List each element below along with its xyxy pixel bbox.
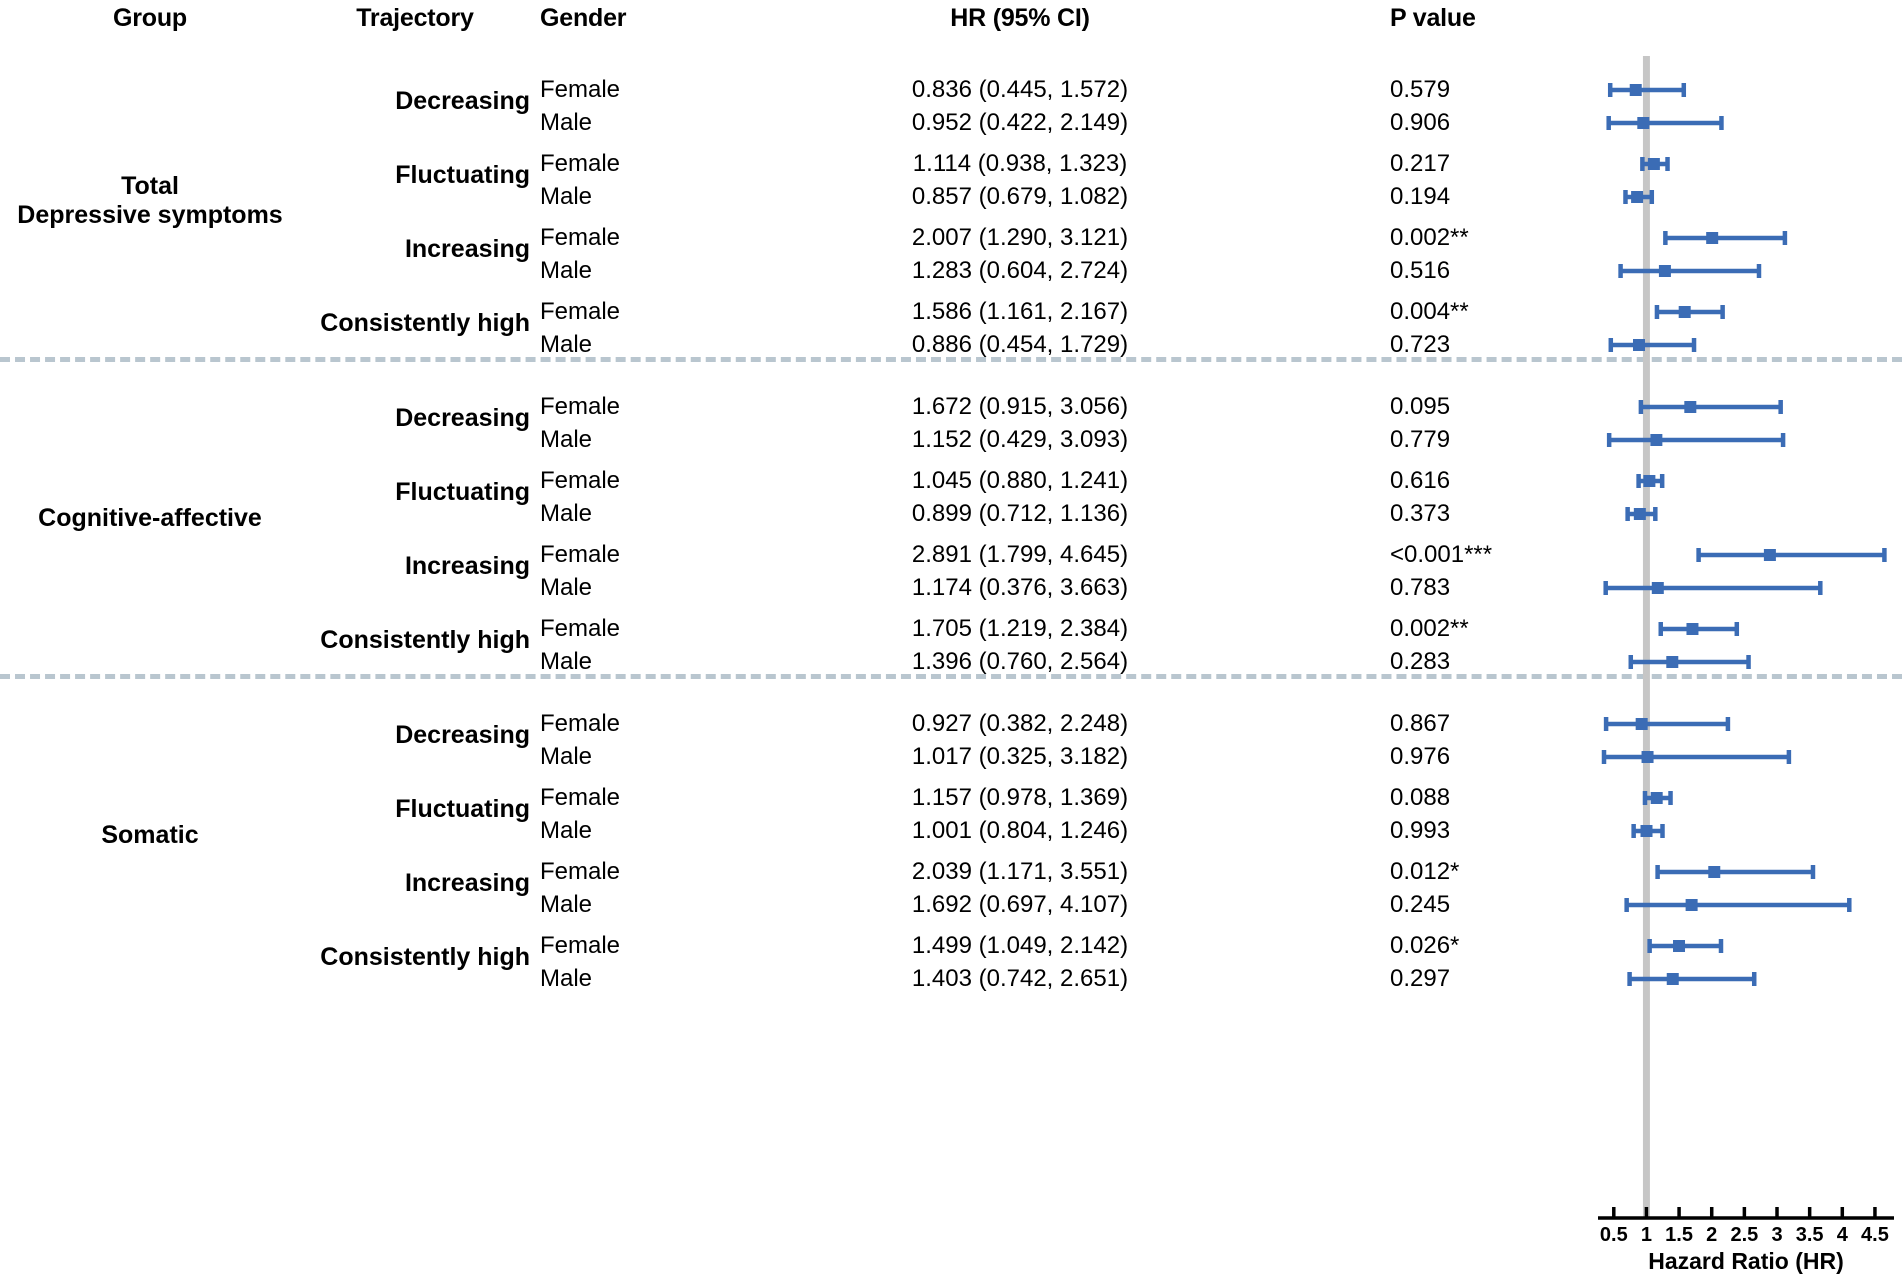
p-value-cell: 0.373 bbox=[1390, 500, 1451, 527]
forest-plot-svg bbox=[1590, 0, 1902, 1285]
hr-ci-cell: 1.403 (0.742, 2.651) bbox=[911, 965, 1129, 992]
forest-plot-panel bbox=[1590, 0, 1902, 1285]
hr-point-marker bbox=[1648, 158, 1660, 170]
hr-point-marker bbox=[1673, 940, 1685, 952]
gender-cell: Male bbox=[540, 500, 593, 527]
p-value-cell: 0.976 bbox=[1390, 743, 1451, 770]
group-label-line: Cognitive-affective bbox=[38, 503, 262, 532]
gender-cell: Female bbox=[540, 224, 621, 251]
x-axis-tick-label: 3.5 bbox=[1795, 1224, 1824, 1246]
group-label bbox=[0, 821, 300, 851]
gender-cell: Male bbox=[540, 965, 593, 992]
p-value-cell: 0.516 bbox=[1390, 257, 1451, 284]
p-value-cell: <0.001*** bbox=[1390, 541, 1493, 568]
gender-cell: Male bbox=[540, 743, 593, 770]
hr-point-marker bbox=[1706, 232, 1718, 244]
column-header-gender: Gender bbox=[540, 4, 627, 32]
hr-point-marker bbox=[1684, 401, 1696, 413]
trajectory-label: Increasing bbox=[404, 552, 530, 580]
hr-point-marker bbox=[1679, 306, 1691, 318]
hr-ci-cell: 0.899 (0.712, 1.136) bbox=[911, 500, 1129, 527]
hr-ci-cell: 0.836 (0.445, 1.572) bbox=[911, 76, 1129, 103]
p-value-cell: 0.026* bbox=[1390, 932, 1460, 959]
gender-cell: Female bbox=[540, 76, 621, 103]
gender-cell: Male bbox=[540, 183, 593, 210]
hr-ci-cell: 2.039 (1.171, 3.551) bbox=[911, 858, 1129, 885]
gender-cell: Female bbox=[540, 393, 621, 420]
trajectory-label: Consistently high bbox=[320, 626, 530, 654]
gender-cell: Male bbox=[540, 817, 593, 844]
p-value-cell: 0.012* bbox=[1390, 858, 1460, 885]
hr-point-marker bbox=[1651, 792, 1663, 804]
p-value-cell: 0.088 bbox=[1390, 784, 1451, 811]
trajectory-label: Decreasing bbox=[395, 404, 530, 432]
p-value-cell: 0.217 bbox=[1390, 150, 1451, 177]
p-value-cell: 0.906 bbox=[1390, 109, 1451, 136]
p-value-cell: 0.867 bbox=[1390, 710, 1451, 737]
group-label bbox=[0, 504, 300, 534]
hr-ci-cell: 1.114 (0.938, 1.323) bbox=[912, 150, 1128, 177]
gender-cell: Female bbox=[540, 932, 621, 959]
p-value-cell: 0.779 bbox=[1390, 426, 1451, 453]
x-axis-tick-label: 0.5 bbox=[1599, 1224, 1628, 1246]
column-header-group: Group bbox=[113, 4, 187, 32]
x-axis-tick-label: 4.5 bbox=[1861, 1224, 1889, 1246]
trajectory-label: Consistently high bbox=[320, 943, 530, 971]
group-label-line: Total bbox=[121, 171, 179, 200]
column-header-trajectory: Trajectory bbox=[356, 4, 474, 32]
hr-point-marker bbox=[1636, 718, 1648, 730]
gender-cell: Male bbox=[540, 109, 593, 136]
gender-cell: Female bbox=[540, 150, 621, 177]
column-header-hr-ci: HR (95% CI) bbox=[950, 4, 1090, 32]
gender-cell: Female bbox=[540, 710, 621, 737]
x-axis-tick-label: 3 bbox=[1771, 1224, 1783, 1246]
hr-point-marker bbox=[1641, 825, 1653, 837]
x-axis-tick-label: 1 bbox=[1640, 1224, 1652, 1246]
hr-ci-cell: 2.007 (1.290, 3.121) bbox=[911, 224, 1129, 251]
hr-point-marker bbox=[1630, 84, 1642, 96]
hr-point-marker bbox=[1666, 656, 1678, 668]
column-header-p-value: P value bbox=[1390, 4, 1476, 32]
group-label bbox=[0, 172, 300, 231]
hr-point-marker bbox=[1643, 475, 1655, 487]
hr-ci-cell: 1.672 (0.915, 3.056) bbox=[911, 393, 1129, 420]
hr-ci-cell: 0.886 (0.454, 1.729) bbox=[911, 331, 1129, 358]
p-value-cell: 0.297 bbox=[1390, 965, 1451, 992]
trajectory-label: Decreasing bbox=[395, 721, 530, 749]
group-label-line: Somatic bbox=[101, 820, 199, 849]
gender-cell: Female bbox=[540, 541, 621, 568]
hr-ci-cell: 1.152 (0.429, 3.093) bbox=[911, 426, 1129, 453]
hr-ci-cell: 1.157 (0.978, 1.369) bbox=[911, 784, 1129, 811]
p-value-cell: 0.095 bbox=[1390, 393, 1451, 420]
hr-point-marker bbox=[1642, 751, 1654, 763]
hr-point-marker bbox=[1659, 265, 1671, 277]
p-value-cell: 0.194 bbox=[1390, 183, 1451, 210]
p-value-cell: 0.245 bbox=[1390, 891, 1451, 918]
trajectory-label: Increasing bbox=[404, 235, 530, 263]
p-value-cell: 0.616 bbox=[1390, 467, 1451, 494]
trajectory-label: Fluctuating bbox=[395, 795, 530, 823]
gender-cell: Female bbox=[540, 298, 621, 325]
gender-cell: Male bbox=[540, 574, 593, 601]
x-axis-tick-label: 4 bbox=[1836, 1224, 1848, 1246]
hr-ci-cell: 1.692 (0.697, 4.107) bbox=[911, 891, 1129, 918]
gender-cell: Male bbox=[540, 331, 593, 358]
x-axis-tick-label: 2.5 bbox=[1730, 1224, 1759, 1246]
hr-ci-cell: 1.499 (1.049, 2.142) bbox=[911, 932, 1129, 959]
hr-ci-cell: 0.952 (0.422, 2.149) bbox=[911, 109, 1129, 136]
hr-ci-cell: 0.927 (0.382, 2.248) bbox=[911, 710, 1129, 737]
p-value-cell: 0.783 bbox=[1390, 574, 1451, 601]
hr-point-marker bbox=[1667, 973, 1679, 985]
hr-point-marker bbox=[1633, 339, 1645, 351]
trajectory-label: Increasing bbox=[404, 869, 530, 897]
hr-ci-cell: 1.586 (1.161, 2.167) bbox=[911, 298, 1129, 325]
trajectory-label: Fluctuating bbox=[395, 478, 530, 506]
trajectory-label: Decreasing bbox=[395, 87, 530, 115]
trajectory-label: Consistently high bbox=[320, 309, 530, 337]
gender-cell: Male bbox=[540, 257, 593, 284]
hr-point-marker bbox=[1650, 434, 1662, 446]
p-value-cell: 0.579 bbox=[1390, 76, 1451, 103]
hr-ci-cell: 1.174 (0.376, 3.663) bbox=[911, 574, 1129, 601]
hr-point-marker bbox=[1637, 117, 1649, 129]
group-label-line: Depressive symptoms bbox=[17, 201, 283, 229]
p-value-cell: 0.993 bbox=[1390, 817, 1451, 844]
x-axis-tick-label: 1.5 bbox=[1665, 1224, 1693, 1246]
hr-ci-cell: 1.283 (0.604, 2.724) bbox=[911, 257, 1129, 284]
gender-cell: Female bbox=[540, 858, 621, 885]
hr-point-marker bbox=[1764, 549, 1776, 561]
hr-point-marker bbox=[1652, 582, 1664, 594]
x-axis-tick-label: 2 bbox=[1706, 1224, 1718, 1246]
p-value-cell: 0.002** bbox=[1390, 615, 1469, 642]
hr-ci-cell: 1.705 (1.219, 2.384) bbox=[911, 615, 1129, 642]
gender-cell: Male bbox=[540, 426, 593, 453]
trajectory-label: Fluctuating bbox=[395, 161, 530, 189]
gender-cell: Male bbox=[540, 891, 593, 918]
p-value-cell: 0.004** bbox=[1390, 298, 1469, 325]
p-value-cell: 0.723 bbox=[1390, 331, 1451, 358]
gender-cell: Female bbox=[540, 615, 621, 642]
gender-cell: Male bbox=[540, 648, 593, 675]
hr-ci-cell: 1.017 (0.325, 3.182) bbox=[911, 743, 1129, 770]
axis-title: Hazard Ratio (HR) bbox=[1648, 1248, 1844, 1274]
p-value-cell: 0.283 bbox=[1390, 648, 1451, 675]
gender-cell: Female bbox=[540, 467, 621, 494]
hr-point-marker bbox=[1686, 899, 1698, 911]
hr-ci-cell: 2.891 (1.799, 4.645) bbox=[911, 541, 1129, 568]
hr-point-marker bbox=[1708, 866, 1720, 878]
gender-cell: Female bbox=[540, 784, 621, 811]
hr-point-marker bbox=[1634, 508, 1646, 520]
hr-ci-cell: 1.045 (0.880, 1.241) bbox=[911, 467, 1129, 494]
hr-ci-cell: 0.857 (0.679, 1.082) bbox=[911, 183, 1129, 210]
hr-point-marker bbox=[1631, 191, 1643, 203]
hr-ci-cell: 1.001 (0.804, 1.246) bbox=[911, 817, 1129, 844]
hr-ci-cell: 1.396 (0.760, 2.564) bbox=[911, 648, 1129, 675]
hr-point-marker bbox=[1686, 623, 1698, 635]
p-value-cell: 0.002** bbox=[1390, 224, 1469, 251]
